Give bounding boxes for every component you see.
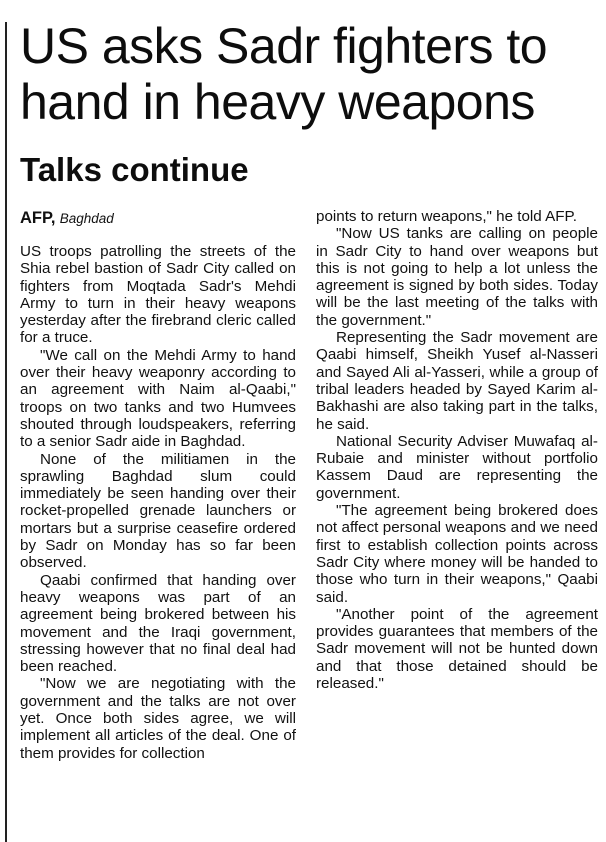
paragraph: "Now we are negotiating with the government and the talks are not over yet. Once both sides agree, we will implement all articles of the deal. One of them provides for collection: [20, 675, 296, 762]
article-column-left: [20, 208, 296, 762]
byline-agency: AFP,: [20, 209, 56, 227]
paragraph: "The agreement being brokered does not affect personal weapons and we need first to establish collection points across Sadr City where money will be handed to those who turn in their weapons," Qaabi said.: [316, 502, 598, 606]
byline: [20, 208, 296, 229]
paragraph: Representing the Sadr movement are Qaabi himself, Sheikh Yusef al-Nasseri and Sayed Ali al-Yasseri, while a group of tribal leaders headed by Sayed Karim al-Bakhashi are also taking part in the talks, he said.: [316, 329, 598, 433]
headline: US asks Sadr fighters to hand in heavy weapons: [20, 18, 548, 130]
column-rule: [5, 22, 7, 842]
paragraph: "Now US tanks are calling on people in Sadr City to hand over weapons but this is not going to help a lot unless the agreement is signed by both sides. Today will be the last meeting of the talks with the government.": [316, 225, 598, 329]
paragraph: "We call on the Mehdi Army to hand over their heavy weaponry according to an agreement with Naim al-Qaabi," troops on two tanks and two Humvees shouted through loudspeakers, referring to a senior Sadr aide in Baghdad.: [20, 346, 296, 451]
article-column-right: [316, 208, 598, 692]
byline-location: Baghdad: [59, 211, 114, 226]
paragraph: US troops patrolling the streets of the Shia rebel bastion of Sadr City called on fighters from Moqtada Sadr's Mehdi Army to turn in their heavy weapons yesterday after the firebrand cleric called for a truce.: [20, 243, 296, 347]
paragraph: National Security Adviser Muwafaq al-Rubaie and minister without portfolio Kassem Daud are representing the government.: [316, 432, 598, 502]
paragraph: points to return weapons," he told AFP.: [316, 208, 577, 225]
paragraph: "Another point of the agreement provides guarantees that members of the Sadr movement will not be hunted down and that those detained should be released.": [316, 605, 598, 693]
paragraph: Qaabi confirmed that handing over heavy weapons was part of an agreement being brokered between his movement and the Iraqi government, stressing however that no final deal had been reached.: [20, 571, 296, 676]
subheadline: Talks continue: [20, 151, 249, 188]
paragraph: None of the militiamen in the sprawling Baghdad slum could immediately be seen handing over their rocket-propelled grenade launchers or mortars but a surprise ceasefire ordered by Sadr on Monday has so far been observed.: [20, 450, 296, 572]
